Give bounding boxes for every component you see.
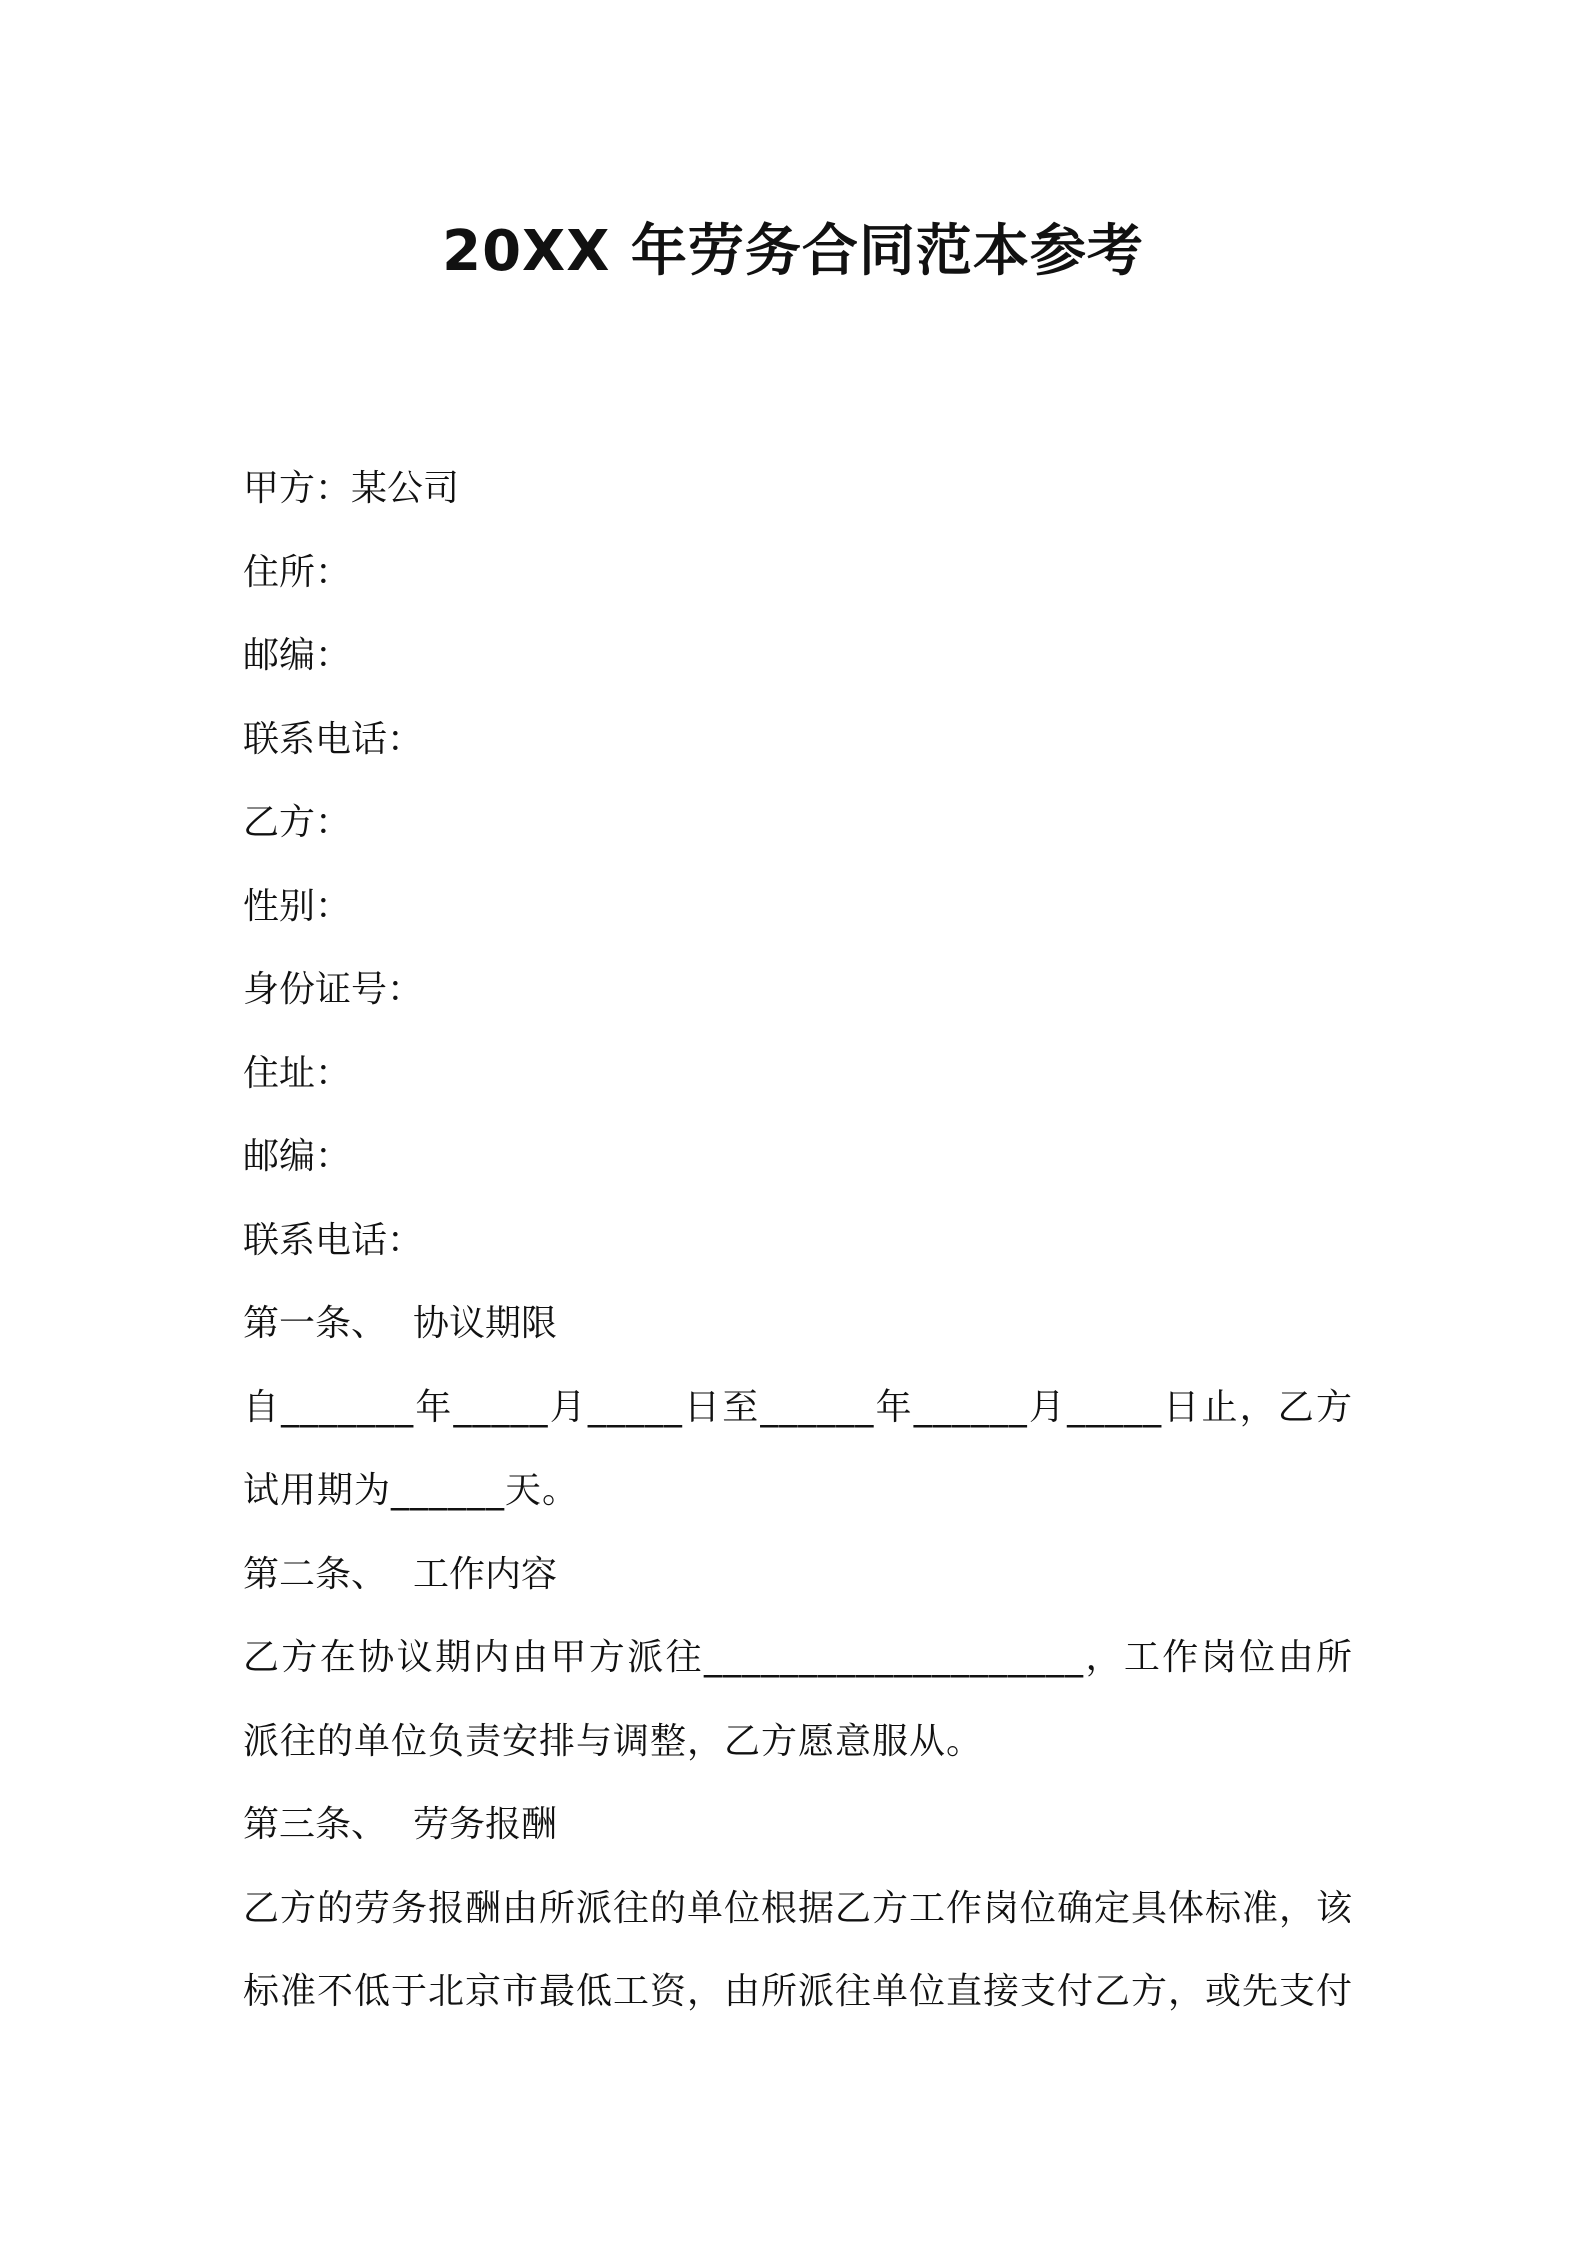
document-body xyxy=(243,447,1353,2034)
party-b-name-line: 乙方： xyxy=(243,802,352,843)
party-b-id-line: 身份证号： xyxy=(243,969,424,1010)
article-3-number: 第三条、 xyxy=(243,1804,388,1845)
party-a-name-line: 甲方：某公司 xyxy=(243,468,460,509)
document-title: 20XX 年劳务合同范本参考 xyxy=(442,219,1144,284)
party-b-gender-line: 性别： xyxy=(243,885,352,927)
article-2-number: 第二条、 xyxy=(243,1553,388,1595)
article-3-heading xyxy=(243,1783,1353,1867)
party-b-phone-line: 联系电话： xyxy=(243,1219,424,1261)
party-a-address-line: 住所： xyxy=(243,551,352,593)
party-a-postcode-line: 邮编： xyxy=(243,635,352,676)
party-b-address-line: 住址： xyxy=(243,1052,352,1094)
article-2-text: 乙方在协议期内由甲方派往____________________，工作岗位由所派往的单位负责安排与调整，乙方愿意服从。 xyxy=(243,1637,1353,1762)
article-3-text: 乙方的劳务报酬由所派往的单位根据乙方工作岗位确定具体标准，该标准不低于北京市最低工资，由所派往单位直接支付乙方，或先支付 xyxy=(243,1887,1354,2012)
article-1-text: 自_______年_____月_____日至______年______月_____日止，乙方试用期为______天。 xyxy=(243,1386,1353,1511)
article-1-title: 协议期限 xyxy=(413,1303,558,1344)
article-1-number: 第一条、 xyxy=(243,1303,388,1344)
article-1-heading xyxy=(243,1282,1353,1366)
party-b-postcode-line: 邮编： xyxy=(243,1136,352,1177)
article-2-title: 工作内容 xyxy=(413,1553,558,1595)
article-2-heading xyxy=(243,1533,1353,1617)
article-3-title: 劳务报酬 xyxy=(413,1804,558,1845)
party-a-phone-line: 联系电话： xyxy=(243,718,424,760)
